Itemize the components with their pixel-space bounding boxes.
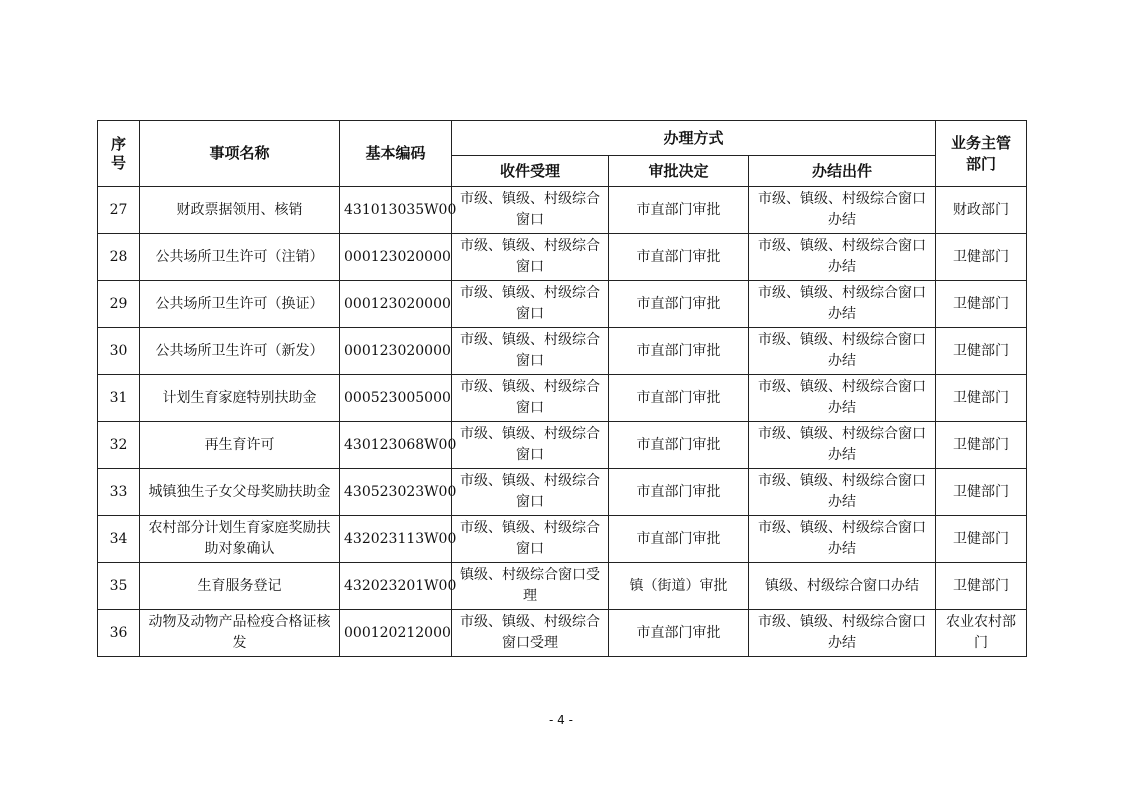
cell-code: 430123068W00: [340, 422, 452, 469]
cell-code: 432023113W00: [340, 516, 452, 563]
cell-name: 计划生育家庭特别扶助金: [140, 375, 340, 422]
cell-seq: 29: [98, 281, 140, 328]
cell-receive: 市级、镇级、村级综合窗口: [452, 281, 609, 328]
table-row: [98, 375, 1027, 422]
items-table: [97, 120, 1027, 657]
cell-name: 农村部分计划生育家庭奖励扶助对象确认: [140, 516, 340, 563]
cell-deliver: 市级、镇级、村级综合窗口办结: [749, 375, 936, 422]
cell-code: 432023201W00: [340, 563, 452, 610]
cell-code: 000120212000: [340, 610, 452, 657]
cell-dept: 卫健部门: [936, 234, 1027, 281]
header-row-1: [98, 121, 1027, 156]
cell-dept: 农业农村部门: [936, 610, 1027, 657]
cell-dept: 卫健部门: [936, 328, 1027, 375]
cell-receive: 市级、镇级、村级综合窗口: [452, 516, 609, 563]
cell-dept: 卫健部门: [936, 469, 1027, 516]
cell-name: 财政票据领用、核销: [140, 187, 340, 234]
cell-seq: 36: [98, 610, 140, 657]
cell-seq: 30: [98, 328, 140, 375]
header-receive: 收件受理: [452, 156, 609, 187]
cell-receive: 市级、镇级、村级综合窗口受理: [452, 610, 609, 657]
cell-deliver: 市级、镇级、村级综合窗口办结: [749, 422, 936, 469]
cell-decide: 市直部门审批: [609, 375, 749, 422]
cell-receive: 市级、镇级、村级综合窗口: [452, 187, 609, 234]
cell-seq: 34: [98, 516, 140, 563]
cell-deliver: 市级、镇级、村级综合窗口办结: [749, 610, 936, 657]
cell-deliver: 市级、镇级、村级综合窗口办结: [749, 281, 936, 328]
cell-code: 000123020000: [340, 281, 452, 328]
cell-decide: 市直部门审批: [609, 516, 749, 563]
cell-decide: 市直部门审批: [609, 187, 749, 234]
cell-name: 城镇独生子女父母奖励扶助金: [140, 469, 340, 516]
table-row: [98, 610, 1027, 657]
cell-receive: 市级、镇级、村级综合窗口: [452, 469, 609, 516]
header-seq: 序 号: [98, 121, 140, 187]
cell-deliver: 镇级、村级综合窗口办结: [749, 563, 936, 610]
table-row: [98, 422, 1027, 469]
cell-deliver: 市级、镇级、村级综合窗口办结: [749, 328, 936, 375]
cell-seq: 31: [98, 375, 140, 422]
cell-decide: 市直部门审批: [609, 234, 749, 281]
cell-name: 公共场所卫生许可（新发）: [140, 328, 340, 375]
table-row: [98, 328, 1027, 375]
cell-deliver: 市级、镇级、村级综合窗口办结: [749, 187, 936, 234]
table-row: [98, 516, 1027, 563]
cell-decide: 市直部门审批: [609, 422, 749, 469]
header-method-group: 办理方式: [452, 121, 936, 156]
cell-name: 再生育许可: [140, 422, 340, 469]
header-deliver: 办结出件: [749, 156, 936, 187]
cell-seq: 28: [98, 234, 140, 281]
header-name: 事项名称: [140, 121, 340, 187]
header-dept: 业务主管 部门: [936, 121, 1027, 187]
cell-receive: 镇级、村级综合窗口受理: [452, 563, 609, 610]
cell-seq: 35: [98, 563, 140, 610]
cell-dept: 卫健部门: [936, 563, 1027, 610]
cell-decide: 市直部门审批: [609, 610, 749, 657]
cell-decide: 镇（街道）审批: [609, 563, 749, 610]
cell-decide: 市直部门审批: [609, 328, 749, 375]
cell-dept: 卫健部门: [936, 516, 1027, 563]
header-decide: 审批决定: [609, 156, 749, 187]
cell-deliver: 市级、镇级、村级综合窗口办结: [749, 469, 936, 516]
table-row: [98, 469, 1027, 516]
cell-name: 动物及动物产品检疫合格证核发: [140, 610, 340, 657]
cell-seq: 33: [98, 469, 140, 516]
cell-seq: 27: [98, 187, 140, 234]
page-number: - 4 -: [549, 713, 573, 727]
cell-seq: 32: [98, 422, 140, 469]
cell-dept: 财政部门: [936, 187, 1027, 234]
cell-code: 000123020000: [340, 328, 452, 375]
cell-receive: 市级、镇级、村级综合窗口: [452, 234, 609, 281]
cell-dept: 卫健部门: [936, 281, 1027, 328]
cell-receive: 市级、镇级、村级综合窗口: [452, 328, 609, 375]
header-code: 基本编码: [340, 121, 452, 187]
cell-deliver: 市级、镇级、村级综合窗口办结: [749, 234, 936, 281]
table-row: [98, 234, 1027, 281]
cell-deliver: 市级、镇级、村级综合窗口办结: [749, 516, 936, 563]
cell-decide: 市直部门审批: [609, 281, 749, 328]
cell-receive: 市级、镇级、村级综合窗口: [452, 375, 609, 422]
cell-name: 生育服务登记: [140, 563, 340, 610]
cell-code: 000123020000: [340, 234, 452, 281]
cell-receive: 市级、镇级、村级综合窗口: [452, 422, 609, 469]
cell-name: 公共场所卫生许可（注销）: [140, 234, 340, 281]
table-row: [98, 563, 1027, 610]
table-row: [98, 281, 1027, 328]
cell-code: 430523023W00: [340, 469, 452, 516]
cell-decide: 市直部门审批: [609, 469, 749, 516]
cell-dept: 卫健部门: [936, 375, 1027, 422]
cell-name: 公共场所卫生许可（换证）: [140, 281, 340, 328]
table-row: [98, 187, 1027, 234]
table-body: [98, 187, 1027, 657]
cell-code: 431013035W00: [340, 187, 452, 234]
cell-dept: 卫健部门: [936, 422, 1027, 469]
cell-code: 000523005000: [340, 375, 452, 422]
